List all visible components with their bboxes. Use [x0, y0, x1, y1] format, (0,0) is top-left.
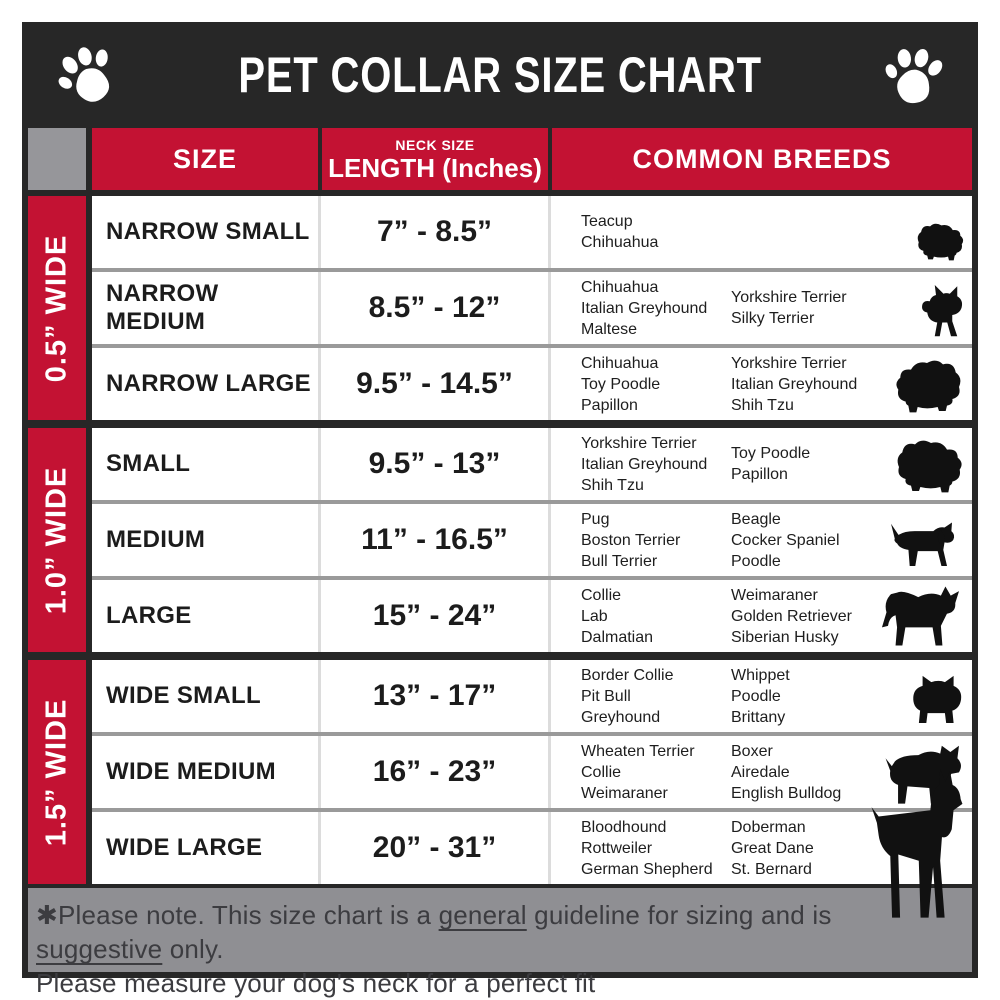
neck-size-sublabel: NECK SIZE: [395, 136, 475, 153]
neck-length-cell: 8.5” - 12”: [318, 272, 548, 344]
doberman-icon: [868, 766, 966, 924]
size-group: [22, 428, 978, 652]
breed-name: Yorkshire Terrier: [731, 289, 847, 306]
size-cell: LARGE: [106, 602, 192, 629]
breeds-cell: [548, 428, 972, 500]
breed-name: Italian Greyhound: [581, 299, 708, 317]
breed-column-1: [581, 817, 731, 880]
chart-frame: [22, 22, 978, 998]
size-cell: WIDE LARGE: [106, 834, 263, 861]
breed-column-2: [731, 509, 889, 572]
breed-name: Toy Poodle: [731, 445, 811, 462]
table-row: [92, 736, 972, 808]
breed-name: Boxer: [731, 742, 773, 760]
width-label-bar: [28, 660, 86, 884]
size-cell: WIDE MEDIUM: [106, 758, 276, 785]
breed-name: German Shepherd: [581, 860, 713, 878]
shih-tzu-icon: [892, 355, 966, 415]
table-row: [92, 196, 972, 268]
breed-column-2: [731, 287, 889, 329]
column-header-row: [22, 128, 978, 192]
breed-name: Chihuahua: [581, 354, 659, 372]
breed-name: Papillon: [731, 466, 788, 483]
size-groups: [22, 196, 978, 884]
size-cell: SMALL: [106, 450, 191, 477]
table-row: [92, 580, 972, 652]
breed-column-1: [581, 585, 731, 648]
breed-name: Whippet: [731, 666, 790, 684]
chihuahua-icon: [916, 281, 966, 339]
breed-name: Doberman: [731, 818, 806, 836]
footer-note: [28, 888, 972, 998]
footer-line-2: Please measure your dog's neck for a perfect fit: [36, 968, 596, 998]
footer-underlined-word: general: [438, 900, 527, 930]
breed-name: Great Dane: [731, 839, 814, 857]
size-group: [22, 196, 978, 420]
breed-name: Weimaraner: [731, 586, 818, 604]
yorkie-icon: [914, 219, 966, 263]
breed-name: Beagle: [731, 510, 781, 528]
neck-length-label: LENGTH (Inches): [328, 152, 542, 183]
breed-column-1: [581, 277, 731, 340]
width-label-bar: [28, 428, 86, 652]
breed-name: Chihuahua: [581, 234, 659, 251]
width-label: 1.5” WIDE: [40, 698, 73, 846]
breed-column-1: [581, 509, 731, 572]
shepherd-icon: [878, 579, 966, 647]
breed-name: Wheaten Terrier: [581, 742, 695, 760]
breed-column-2: [731, 741, 889, 804]
breed-name: Collie: [581, 586, 622, 604]
neck-length-cell: 9.5” - 14.5”: [318, 348, 548, 420]
breeds-cell: [548, 812, 972, 884]
footer-text: guideline for sizing and is: [526, 900, 832, 930]
width-label: 0.5” WIDE: [40, 234, 73, 382]
width-label: 1.0” WIDE: [40, 466, 73, 614]
paw-icon: [880, 44, 946, 110]
breed-name: Poodle: [731, 687, 781, 705]
footer-text: only.: [162, 934, 224, 964]
breed-name: Teacup: [581, 213, 633, 230]
breed-column-1: [581, 433, 731, 496]
group-rows: [92, 660, 972, 884]
group-rows: [92, 428, 972, 652]
size-cell: MEDIUM: [106, 526, 206, 553]
group-rows: [92, 196, 972, 420]
table-row: [92, 504, 972, 576]
footer-line-1: [36, 898, 960, 966]
breed-name: Pit Bull: [581, 687, 631, 705]
breed-column-1: [581, 211, 731, 253]
breed-icon-box: [892, 355, 966, 415]
breeds-cell: [548, 272, 972, 344]
table-row: [92, 660, 972, 732]
table-row: [92, 428, 972, 500]
breed-name: Yorkshire Terrier: [581, 434, 697, 452]
breed-name: Boston Terrier: [581, 531, 681, 549]
neck-length-cell: 7” - 8.5”: [318, 196, 548, 268]
page-title: PET COLLAR SIZE CHART: [238, 47, 762, 103]
pekingese-icon: [892, 435, 966, 495]
corner-cell: [28, 128, 86, 190]
breed-column-1: [581, 665, 731, 728]
breed-name: Shih Tzu: [731, 396, 794, 414]
breed-name: Airedale: [731, 763, 790, 781]
column-header-size: SIZE: [92, 128, 318, 190]
breed-icon-box: [878, 579, 966, 647]
breed-name: Weimaraner: [581, 784, 668, 802]
breed-icon-box: [916, 281, 966, 339]
breed-name: Poodle: [731, 552, 781, 570]
table-row: [92, 272, 972, 344]
breeds-cell: [548, 660, 972, 732]
breed-name: Toy Poodle: [581, 375, 661, 393]
breed-icon-box: [904, 667, 966, 727]
breed-name: Chihuahua: [581, 278, 659, 296]
breeds-cell: [548, 504, 972, 576]
paw-icon: [54, 44, 120, 110]
breeds-cell: [548, 580, 972, 652]
breed-name: Collie: [581, 763, 622, 781]
breed-name: Bloodhound: [581, 818, 667, 836]
breed-name: Bull Terrier: [581, 552, 658, 570]
breed-icon-box: [914, 219, 966, 263]
size-cell: WIDE SMALL: [106, 682, 261, 709]
footer-text: ✱Please note. This size chart is a: [36, 900, 439, 930]
bulldog-icon: [904, 667, 966, 727]
breeds-cell: [548, 196, 972, 268]
breed-name: Shih Tzu: [581, 476, 644, 494]
breed-name: Silky Terrier: [731, 310, 815, 327]
width-label-bar: [28, 196, 86, 420]
breed-name: St. Bernard: [731, 860, 812, 878]
size-cell: NARROW MEDIUM: [106, 280, 219, 335]
breed-name: Cocker Spaniel: [731, 531, 840, 549]
breeds-cell: [548, 348, 972, 420]
table-row: [92, 812, 972, 884]
size-cell: NARROW SMALL: [106, 218, 310, 245]
beagle-icon: [882, 515, 966, 571]
breed-column-2: [731, 443, 889, 485]
breed-name: Maltese: [581, 320, 638, 338]
neck-length-cell: 11” - 16.5”: [318, 504, 548, 576]
breed-name: Rottweiler: [581, 839, 653, 857]
breed-name: Border Collie: [581, 666, 674, 684]
neck-length-cell: 15” - 24”: [318, 580, 548, 652]
breed-name: Brittany: [731, 708, 786, 726]
breed-column-2: [731, 353, 889, 416]
breed-name: Greyhound: [581, 708, 661, 726]
breed-icon-box: [868, 766, 966, 924]
breed-column-2: [731, 665, 889, 728]
breed-name: Papillon: [581, 396, 638, 414]
breed-column-1: [581, 353, 731, 416]
breed-name: Lab: [581, 607, 608, 625]
footer-underlined-word: suggestive: [36, 934, 163, 964]
breed-icon-box: [892, 435, 966, 495]
breed-icon-box: [882, 515, 966, 571]
column-header-neck-size: [322, 128, 548, 190]
table-row: [92, 348, 972, 420]
breed-name: Italian Greyhound: [581, 455, 708, 473]
breed-name: Siberian Husky: [731, 628, 839, 646]
neck-length-cell: 9.5” - 13”: [318, 428, 548, 500]
breed-name: Italian Greyhound: [731, 375, 858, 393]
breed-column-2: [731, 585, 889, 648]
neck-length-cell: 20” - 31”: [318, 812, 548, 884]
neck-length-cell: 16” - 23”: [318, 736, 548, 808]
column-header-breeds: COMMON BREEDS: [552, 128, 972, 190]
size-group: [22, 660, 978, 884]
breed-column-2: [731, 817, 889, 880]
breed-name: Yorkshire Terrier: [731, 354, 847, 372]
neck-length-cell: 13” - 17”: [318, 660, 548, 732]
breed-name: Golden Retriever: [731, 607, 852, 625]
chart-header: [22, 22, 978, 128]
breed-name: Dalmatian: [581, 628, 654, 646]
breed-column-1: [581, 741, 731, 804]
breed-name: English Bulldog: [731, 784, 842, 802]
size-cell: NARROW LARGE: [106, 370, 311, 397]
breed-name: Pug: [581, 510, 610, 528]
